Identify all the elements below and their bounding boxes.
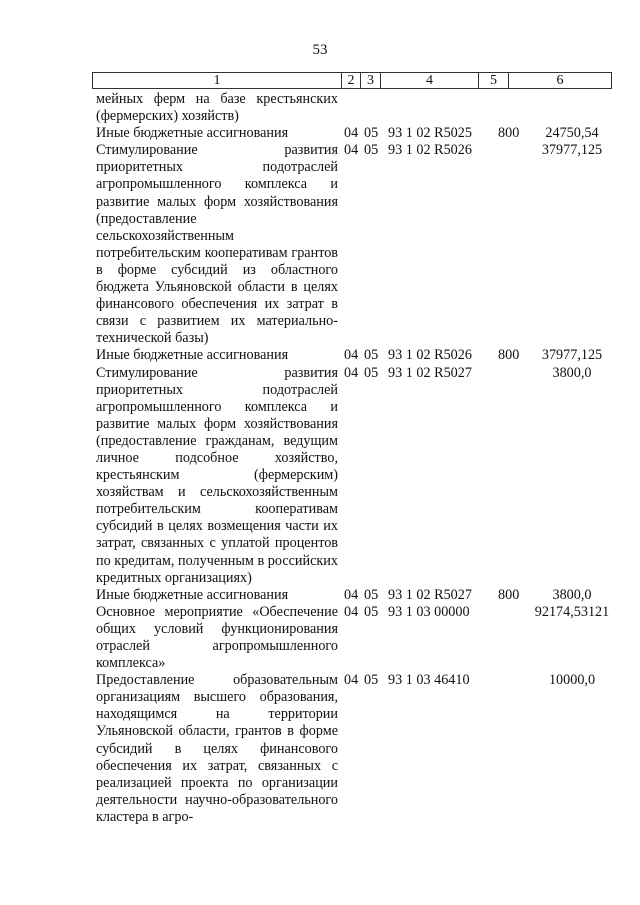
row-subsection: 05 — [364, 672, 379, 689]
row-section — [338, 91, 364, 125]
row-subsection: 05 — [364, 364, 379, 381]
row-target-code: 93 1 02 R5027 — [388, 586, 472, 603]
table-body — [96, 91, 616, 826]
table-row — [96, 125, 616, 142]
table-header — [92, 72, 612, 89]
row-section: 04 — [344, 347, 359, 364]
row-target-code: 93 1 03 46410 — [388, 672, 470, 689]
row-target-code — [384, 91, 498, 125]
table-row — [96, 365, 616, 587]
row-expense-type — [498, 142, 528, 347]
row-section: 04 — [344, 672, 359, 689]
row-description: Стимулирование развития приоритетных подотраслей агропромышленного комплекса и развитие малых форм хозяйствования (предоставление гражданам, ведущим личное подсобное хозяйство, крестьянским (фермерским) хозяйствам и сельскохозяйственным потребительским кооперативам субсидий в целях возмещения части их затрат, связанных с уплатой процентов по кредитам, полученным в российских кредитных организациях) — [96, 364, 338, 586]
row-amount: 37977,125 — [541, 142, 603, 159]
row-subsection: 05 — [364, 603, 379, 620]
header-col-5: 5 — [478, 73, 508, 88]
row-description: Предоставление образовательным организациям высшего образования, находящимся на территории Ульяновской области, грантов в форме субсидий в целях финансового обеспечения их затрат, связанных с реализацией проекта по организации деятельности научно-образовательного кластера в агро- — [96, 672, 338, 825]
row-description: Иные бюджетные ассигнования — [96, 586, 289, 603]
row-subsection — [364, 91, 384, 125]
row-description: Основное мероприятие «Обеспечение общих условий функционирования отраслей агропромышленного комплекса» — [96, 603, 338, 672]
row-amount: 3800,0 — [552, 586, 592, 603]
row-expense-type: 800 — [498, 347, 520, 364]
row-subsection: 05 — [364, 347, 379, 364]
row-description: Иные бюджетные ассигнования — [96, 125, 289, 142]
row-expense-type — [498, 604, 528, 672]
row-expense-type — [498, 672, 528, 826]
header-col-1: 1 — [213, 73, 221, 88]
row-section: 04 — [344, 364, 359, 381]
row-section: 04 — [344, 142, 359, 159]
row-amount: 37977,125 — [541, 347, 603, 364]
row-amount: 24750,54 — [545, 125, 599, 142]
table-row — [96, 142, 616, 347]
row-amount: 10000,0 — [548, 672, 596, 689]
row-expense-type: 800 — [498, 586, 520, 603]
header-col-2: 2 — [341, 73, 360, 88]
row-amount: 92174,53121 — [534, 603, 610, 620]
row-amount — [528, 91, 616, 125]
row-expense-type — [498, 365, 528, 587]
row-description: Стимулирование развития приоритетных подотраслей агропромышленного комплекса и развитие малых форм хозяйствования (предоставление сельскохозяйственным потребительским кооперативам грантов в форме субсидий из областного бюджета Ульяновской области в целях финансового обеспечения их затрат в связи с развитием их материально-технической базы) — [96, 142, 338, 347]
page-number: 53 — [312, 42, 328, 58]
row-subsection: 05 — [364, 125, 379, 142]
row-expense-type: 800 — [498, 125, 520, 142]
row-target-code: 93 1 03 00000 — [388, 603, 470, 620]
row-target-code: 93 1 02 R5027 — [388, 364, 472, 381]
row-target-code: 93 1 02 R5025 — [388, 125, 472, 142]
table-row — [96, 587, 616, 604]
row-description: мейных ферм на базе крестьянских (фермерских) хозяйств) — [96, 91, 338, 125]
row-expense-type — [498, 91, 528, 125]
row-target-code: 93 1 02 R5026 — [388, 142, 472, 159]
header-col-4: 4 — [380, 73, 478, 88]
row-subsection: 05 — [364, 586, 379, 603]
row-target-code: 93 1 02 R5026 — [388, 347, 472, 364]
table-row — [96, 604, 616, 672]
row-section: 04 — [344, 603, 359, 620]
row-description: Иные бюджетные ассигнования — [96, 347, 289, 364]
row-section: 04 — [344, 586, 359, 603]
table-row — [96, 91, 616, 125]
table-row — [96, 672, 616, 826]
row-subsection: 05 — [364, 142, 379, 159]
row-amount: 3800,0 — [552, 364, 592, 381]
header-col-3: 3 — [360, 73, 380, 88]
header-col-6: 6 — [508, 73, 611, 88]
table-row — [96, 347, 616, 364]
row-section: 04 — [344, 125, 359, 142]
